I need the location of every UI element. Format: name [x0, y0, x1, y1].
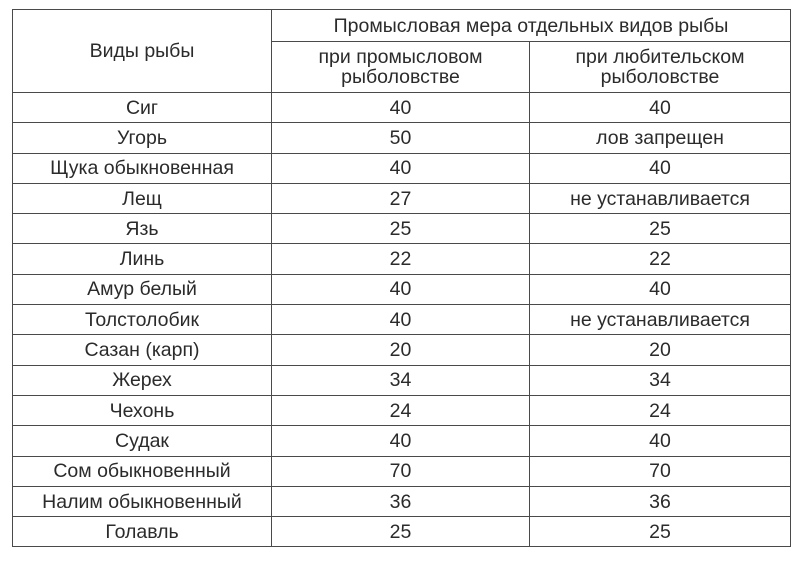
table-row: [13, 456, 791, 486]
group-header: Промысловая мера отдельных видов рыбы: [272, 10, 791, 42]
table-row: [13, 93, 791, 123]
species-cell: Язь: [13, 214, 272, 244]
amateur-size-cell: 24: [530, 395, 791, 425]
table-row: [13, 365, 791, 395]
table-row: [13, 153, 791, 183]
species-cell: Лещ: [13, 183, 272, 213]
amateur-size-cell: 40: [530, 274, 791, 304]
amateur-size-cell: 22: [530, 244, 791, 274]
amateur-size-cell: 34: [530, 365, 791, 395]
table-row: [13, 395, 791, 425]
amateur-size-cell: лов запрещен: [530, 123, 791, 153]
commercial-size-cell: 70: [272, 456, 530, 486]
header-row-1: [13, 10, 791, 42]
species-cell: Голавль: [13, 517, 272, 547]
commercial-size-cell: 40: [272, 93, 530, 123]
amateur-size-cell: 40: [530, 426, 791, 456]
fish-size-table: [12, 9, 791, 547]
commercial-column-header: при промысловом рыболовстве: [272, 42, 530, 93]
amateur-column-header: при любительском рыболовстве: [530, 42, 791, 93]
commercial-size-cell: 24: [272, 395, 530, 425]
amateur-size-cell: 25: [530, 517, 791, 547]
commercial-size-cell: 25: [272, 214, 530, 244]
species-cell: Чехонь: [13, 395, 272, 425]
commercial-size-cell: 25: [272, 517, 530, 547]
table-row: [13, 305, 791, 335]
table-row: [13, 517, 791, 547]
table-row: [13, 214, 791, 244]
commercial-size-cell: 34: [272, 365, 530, 395]
table-row: [13, 274, 791, 304]
amateur-size-cell: 20: [530, 335, 791, 365]
commercial-size-cell: 40: [272, 426, 530, 456]
amateur-size-cell: 36: [530, 486, 791, 516]
species-cell: Сом обыкновенный: [13, 456, 272, 486]
table-row: [13, 244, 791, 274]
table-row: [13, 426, 791, 456]
species-cell: Угорь: [13, 123, 272, 153]
amateur-size-cell: 40: [530, 153, 791, 183]
commercial-size-cell: 40: [272, 305, 530, 335]
species-cell: Судак: [13, 426, 272, 456]
species-cell: Сазан (карп): [13, 335, 272, 365]
commercial-size-cell: 36: [272, 486, 530, 516]
table-row: [13, 183, 791, 213]
species-cell: Линь: [13, 244, 272, 274]
amateur-size-cell: не устанавливается: [530, 305, 791, 335]
species-cell: Сиг: [13, 93, 272, 123]
species-cell: Амур белый: [13, 274, 272, 304]
table-row: [13, 335, 791, 365]
amateur-size-cell: не устанавливается: [530, 183, 791, 213]
species-cell: Толстолобик: [13, 305, 272, 335]
table-row: [13, 123, 791, 153]
commercial-size-cell: 22: [272, 244, 530, 274]
commercial-size-cell: 40: [272, 274, 530, 304]
species-column-header: Виды рыбы: [13, 10, 272, 93]
amateur-size-cell: 70: [530, 456, 791, 486]
commercial-size-cell: 40: [272, 153, 530, 183]
species-cell: Щука обыкновенная: [13, 153, 272, 183]
species-cell: Налим обыкновенный: [13, 486, 272, 516]
amateur-size-cell: 25: [530, 214, 791, 244]
table-row: [13, 486, 791, 516]
commercial-size-cell: 50: [272, 123, 530, 153]
commercial-size-cell: 27: [272, 183, 530, 213]
amateur-size-cell: 40: [530, 93, 791, 123]
commercial-size-cell: 20: [272, 335, 530, 365]
species-cell: Жерех: [13, 365, 272, 395]
